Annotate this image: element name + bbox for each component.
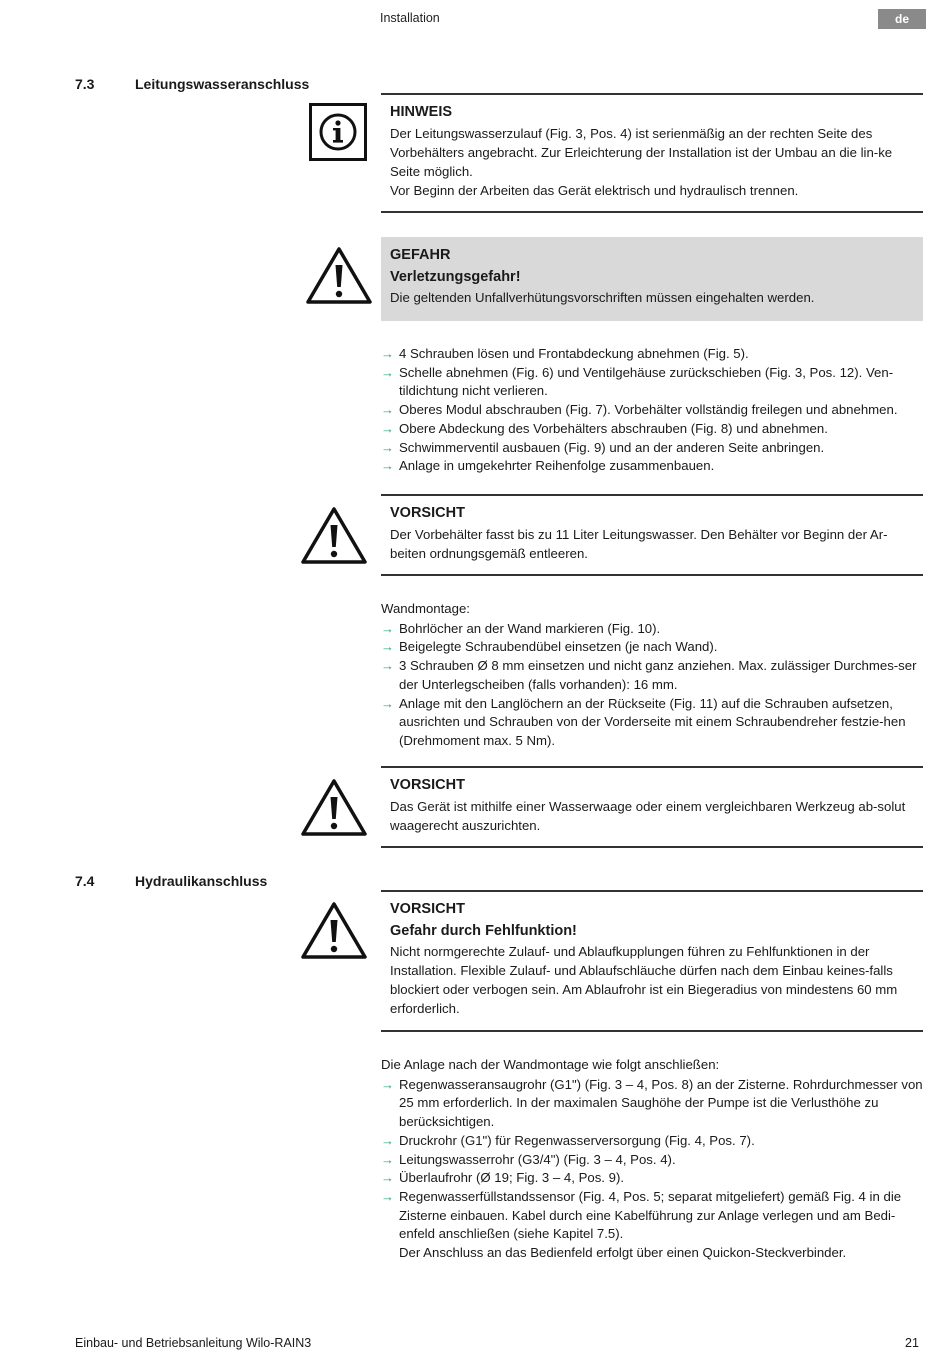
notice-text: Das Gerät ist mithilfe einer Wasserwaage oder einem vergleichbaren Werkzeug ab-solut waagerecht auszurichten. [390,799,906,833]
notice-subtitle: Gefahr durch Fehlfunktion! [390,923,577,939]
warning-icon [305,245,373,308]
warning-icon [300,900,368,963]
list-item: → Obere Abdeckung des Vorbehälters abschrauben (Fig. 8) und abnehmen. [381,420,926,439]
notice-text: Nicht normgerechte Zulauf- und Ablaufkupplungen führen zu Fehlfunktionen in der Installation. Flexible Zulauf- und Ablaufschläuche dürfen nach dem Einbau keines-falls blockiert oder verbogen sein. Am Ablaufrohr ist ein Biegeradius von mindestens 60 mm erforderlich. [390,944,898,1016]
arrow-icon: → [381,346,394,361]
list-item-note: Der Anschluss an das Bedienfeld erfolgt über einen Quickon-Steckverbinder. [399,1245,847,1261]
arrow-icon: → [381,1170,394,1186]
section-number: 7.4 [75,873,95,889]
section-number: 7.3 [75,76,95,92]
notice-text: Vor Beginn der Arbeiten das Gerät elektrisch und hydraulisch trennen. [390,183,799,198]
list-item: → Druckrohr (G1") für Regenwasserversorgung (Fig. 4, Pos. 7). [381,1132,926,1151]
warning-icon [300,777,368,840]
notice-title: VORSICHT [390,901,465,917]
notice-subtitle: Verletzungsgefahr! [390,269,521,285]
footer-title: Einbau- und Betriebsanleitung Wilo-RAIN3 [75,1336,312,1350]
notice-title: VORSICHT [390,505,465,521]
list-item: → Oberes Modul abschrauben (Fig. 7). Vorbehälter vollständig freilegen und abnehmen. [381,401,926,420]
step-list [381,1056,926,1263]
running-header: Installation [380,11,440,25]
arrow-icon: → [381,1132,394,1148]
arrow-icon: → [381,458,394,474]
list-item: → 4 Schrauben lösen und Frontabdeckung abnehmen (Fig. 5). [381,345,926,364]
list-item: → Regenwasseransaugrohr (G1") (Fig. 3 – 4, Pos. 8) an der Zisterne. Rohrdurchmesser von 25 mm erforderlich. In der maximalen Saughöhe der Pumpe ist die Verlusthöhe zu berücksichtigen. [381,1076,923,1130]
list-intro: Wandmontage: [381,601,470,616]
arrow-icon: → [381,658,394,674]
arrow-icon: → [381,695,394,711]
page-number: 21 [905,1336,919,1350]
list-item: → Anlage in umgekehrter Reihenfolge zusammenbauen. [381,457,926,476]
info-icon [309,103,367,164]
arrow-icon: → [381,402,394,418]
list-item: → Überlaufrohr (Ø 19; Fig. 3 – 4, Pos. 9). [381,1169,926,1188]
arrow-icon: → [381,1076,394,1092]
notice-gefahr [381,237,923,321]
list-item: → Bohrlöcher an der Wand markieren (Fig. 10). [381,620,926,639]
step-list [381,345,926,476]
list-item: → Beigelegte Schraubendübel einsetzen (je nach Wand). [381,638,926,657]
notice-title: HINWEIS [390,104,453,120]
notice-text: Die geltenden Unfallverhütungsvorschriften müssen eingehalten werden. [390,290,815,305]
notice-vorsicht [381,766,923,848]
arrow-icon: → [381,420,394,436]
section-title: Hydraulikanschluss [135,873,268,889]
notice-vorsicht [381,890,923,1032]
list-item: → Schelle abnehmen (Fig. 6) und Ventilgehäuse zurückschieben (Fig. 3, Pos. 12). Ven-tildichtung nicht verlieren. [381,364,894,399]
arrow-icon: → [381,620,394,636]
list-item: → Regenwasserfüllstandssensor (Fig. 4, Pos. 5; separat mitgeliefert) gemäß Fig. 4 in die Zisterne einbauen. Kabel durch eine Kabelführung zur Anlage verlegen und am Bedi-enfeld anschließen (siehe Kapitel 7.5). Der Anschluss an das Bedienfeld erfolgt über einen Quickon-Steckverbinder. [381,1188,926,1263]
notice-hinweis [381,93,923,213]
arrow-icon: → [381,639,394,655]
notice-text: Der Leitungswasserzulauf (Fig. 3, Pos. 4) ist serienmäßig an der rechten Seite des Vorbehälters angebracht. Zur Erleichterung der Installation ist der Umbau an die lin-ke Seite möglich. [390,126,893,179]
step-list [381,600,926,751]
arrow-icon: → [381,1151,394,1167]
notice-title: VORSICHT [390,777,465,793]
list-item: → Leitungswasserrohr (G3/4") (Fig. 3 – 4, Pos. 4). [381,1151,926,1170]
warning-icon [300,505,368,568]
list-item: → Anlage mit den Langlöchern an der Rückseite (Fig. 11) auf die Schrauben aufsetzen, ausrichten und Schrauben von der Vorderseite mit einem Schraubendreher festzie-hen (Drehmoment max. 5 Nm). [381,695,906,748]
notice-vorsicht [381,494,923,576]
arrow-icon: → [381,1188,394,1204]
language-badge: de [878,9,926,29]
list-intro: Die Anlage nach der Wandmontage wie folgt anschließen: [381,1057,720,1072]
section-title: Leitungswasseranschluss [135,76,310,92]
list-item: → Schwimmerventil ausbauen (Fig. 9) und an der anderen Seite anbringen. [381,439,926,458]
list-item: → 3 Schrauben Ø 8 mm einsetzen und nicht ganz anziehen. Max. zulässiger Durchmes-ser der Unterlegscheiben (falls vorhanden): 16 mm. [381,658,917,692]
notice-text: Der Vorbehälter fasst bis zu 11 Liter Leitungswasser. Den Behälter vor Beginn der Ar-beiten ordnungsgemäß entleeren. [390,527,888,561]
arrow-icon: → [381,439,394,455]
arrow-icon: → [381,364,394,380]
notice-title: GEFAHR [390,247,451,263]
